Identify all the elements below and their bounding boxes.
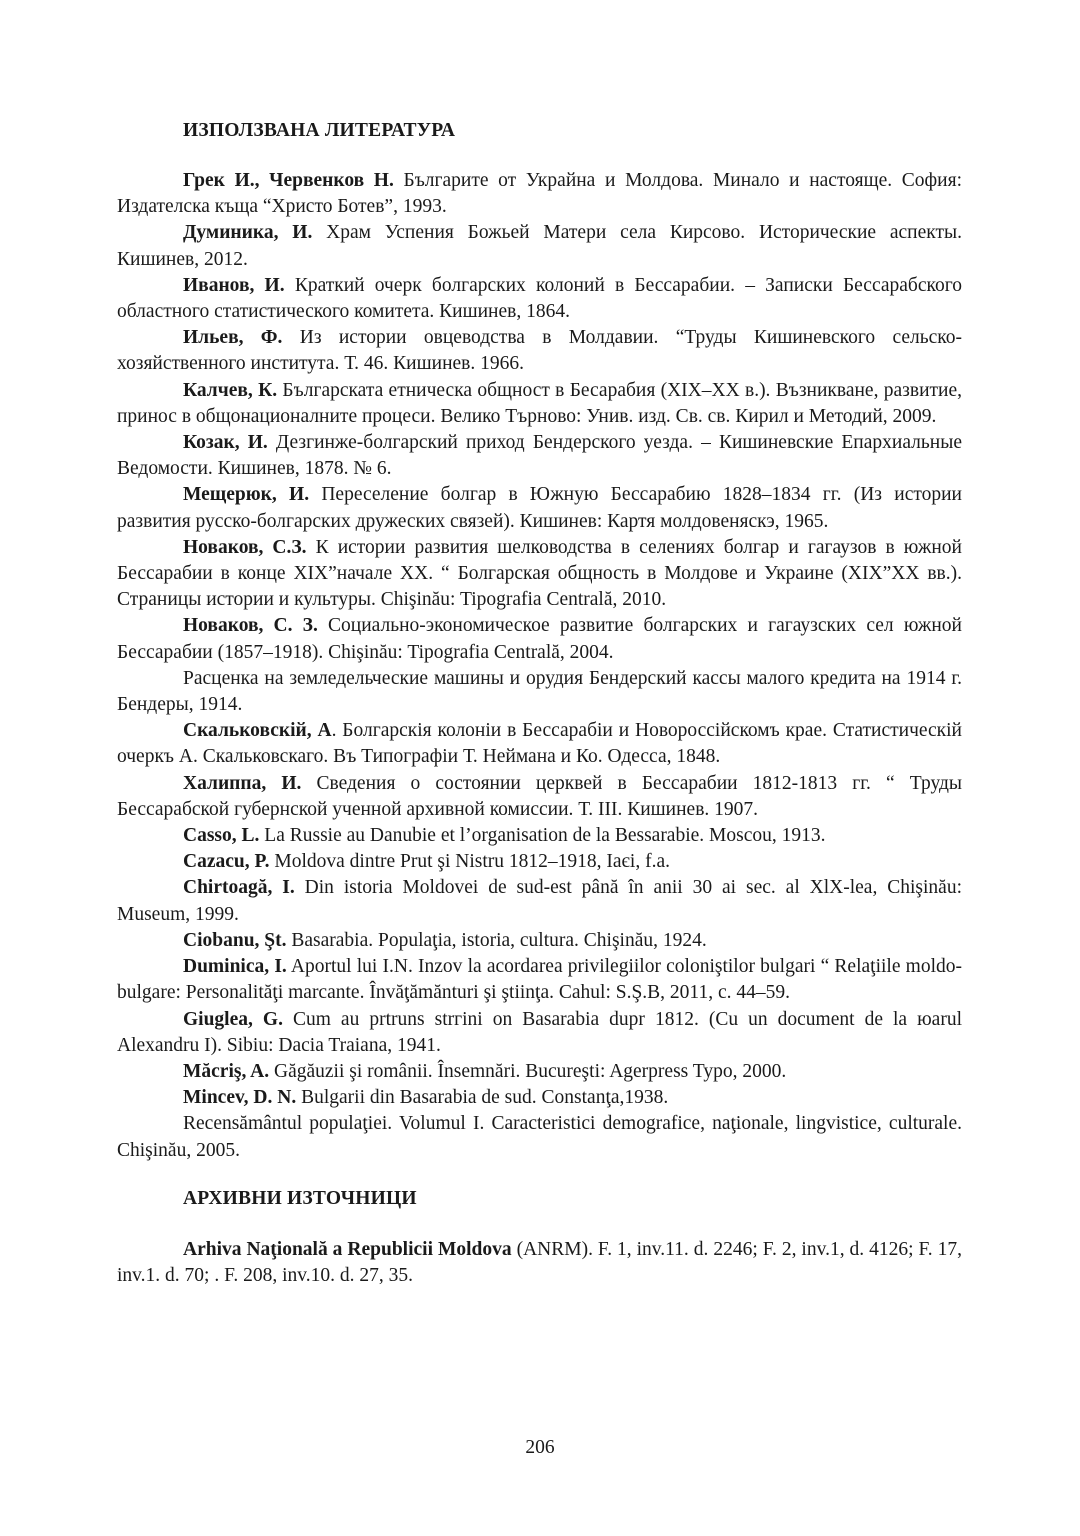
reference-entry	[117, 1059, 962, 1085]
reference-entry	[117, 1007, 962, 1059]
entry-text: Cum au prtruns strгini on Basarabia dupr 1812. (Cu un document de la юarul Alexandru I). Sibiu: Dacia Traiana, 1941.	[117, 1008, 962, 1056]
reference-entry	[117, 875, 962, 927]
reference-entry	[117, 378, 962, 430]
entry-text: Българите от Украйна и Молдова. Минало и настояще. София: Издателска къща “Христо Ботев”, 1993.	[117, 170, 962, 218]
entry-author: Калчев, К.	[183, 379, 278, 401]
entry-text: (ANRM). F. 1, inv.11. d. 2246; F. 2, inv.1, d. 4126; F. 17, inv.1. d. 70; . F. 208, inv.10. d. 27, 35.	[117, 1238, 962, 1286]
entry-author: Măcriş, A.	[183, 1060, 270, 1082]
entry-author: Ciobanu, Şt.	[183, 929, 287, 951]
entry-author: Халиппа, И.	[183, 772, 302, 794]
reference-entry	[117, 849, 962, 875]
entry-text: Переселение болгар в Южную Бессарабию 1828–1834 гг. (Из истории развития русско-болгарских дружеских связей). Кишинев: Картя молдовеняскэ, 1965.	[117, 484, 962, 532]
reference-entry	[117, 168, 962, 220]
reference-entry	[117, 325, 962, 377]
entry-author: Mincev, D. N.	[183, 1087, 297, 1109]
entry-author: Мещерюк, И.	[183, 484, 310, 506]
entry-text: Краткий очерк болгарских колоний в Бессарабии. – Записки Бессарабского областного статистического комитета. Кишинев, 1864.	[117, 274, 962, 323]
entry-text: La Russie au Danubie et l’organisation de la Bessarabie. Moscou, 1913.	[259, 825, 826, 847]
reference-entry	[117, 430, 962, 482]
reference-entry	[117, 1111, 962, 1163]
entry-text: Moldova dintre Prut şi Nistru 1812–1918, Iaєi, f.a.	[269, 851, 670, 873]
entry-text: Храм Успения Божьей Матери села Кирсово. Исторические аспекты. Кишинев, 2012.	[117, 222, 962, 270]
entry-text: Социально-экономическое развитие болгарских и гагаузских сел южной Бессарабии (1857–1918). Chişinău: Tipografia Centrală, 2004.	[117, 615, 962, 663]
entry-author: Ильев, Ф.	[183, 327, 283, 349]
reference-entry	[117, 613, 962, 665]
entry-text: Bulgarii din Basarabia de sud. Constanţa,1938.	[296, 1087, 669, 1109]
entry-text: Сведения о состоянии церквей в Бессарабии 1812-1813 гг. “ Труды Бессарабской губернской ученной архивной комиссии. Т. III. Кишинев. 1907.	[117, 772, 962, 820]
entry-author: Козак, И.	[183, 432, 268, 454]
entry-author: Иванов, И.	[183, 274, 285, 296]
entry-text: Din istoria Moldovei de sud-est până în anii 30 ai sec. al XlX-lea, Chişinău: Museum, 1999.	[117, 877, 962, 925]
entry-author: Новаков, С. З.	[183, 615, 318, 637]
archive-list	[117, 1237, 962, 1289]
reference-entry	[117, 1085, 962, 1111]
reference-entry	[117, 482, 962, 534]
entry-author: Chirtoagă, I.	[183, 877, 295, 899]
entry-author: Giuglea, G.	[183, 1008, 283, 1030]
reference-entry	[117, 954, 962, 1006]
entry-text: Из истории овцеводства в Молдавии. “Труды Кишиневского сельско-хозяйственного института. Т. 46. Кишинев. 1966.	[117, 327, 963, 375]
entry-author: Casso, L.	[183, 825, 260, 847]
entry-text: Дезгинже-болгарский приход Бендерского уезда. – Кишиневские Епархиальные Ведомости. Кишинев, 1878. № 6.	[117, 432, 962, 480]
entry-author: Duminica, I.	[183, 956, 287, 978]
entry-text: Găgăuzii şi românii. Însemnări. Bucureşti: Agerpress Typo, 2000.	[269, 1060, 787, 1082]
entry-text: Расценка на земледельческие машины и орудия Бендерский кассы малого кредита на 1914 г. Бендеры, 1914.	[117, 667, 962, 716]
reference-list	[117, 168, 962, 1164]
literature-heading: ИЗПОЛЗВАНА ЛИТЕРАТУРА	[183, 120, 456, 141]
reference-entry	[117, 823, 962, 849]
entry-text: Recensământul populaţiei. Volumul I. Caracteristici demografice, naţionale, lingvistice, culturale. Chişinău, 2005.	[117, 1113, 962, 1161]
entry-author: Arhiva Naţională a Republicii Moldova	[183, 1238, 512, 1260]
entry-text: К истории развития шелководства в селениях болгар и гагаузов в южной Бессарабии в конце XIX”начале XX. “ Болгарская общность в Молдове и Украине (XIX”XX вв.). Страницы истории и культуры. Chişinău: Tipografia Centrală, 2010.	[117, 536, 962, 611]
reference-entry	[117, 718, 962, 770]
reference-entry	[117, 273, 962, 325]
content-area	[117, 118, 962, 1289]
entry-author: Скальковскій, А	[183, 720, 332, 742]
reference-entry	[117, 535, 962, 614]
entry-author: Cazacu, P.	[183, 851, 270, 873]
reference-entry	[117, 771, 962, 823]
archives-heading: АРХИВНИ ИЗТОЧНИЦИ	[183, 1187, 417, 1209]
entry-text: Aportul lui I.N. Inzov la acordarea privilegiilor coloniştilor bulgari “ Relaţiile moldo-bulgare: Personalităţi marcante. Învăţămănturi şi ştiinţa. Cahul: S.Ş.B, 2011, c. 44–59.	[117, 956, 962, 1004]
archive-entry	[117, 1237, 962, 1289]
entry-author: Новаков, С.З.	[183, 536, 307, 558]
reference-entry	[117, 666, 962, 718]
page-number: 206	[525, 1437, 555, 1458]
entry-text: Българската етническа общност в Бесарабия (XIX–XX в.). Възникване, развитие, принос в общонационалните процеси. Велико Търново: Унив. изд. Св. св. Кирил и Методий, 2009.	[117, 379, 962, 427]
entry-text: . Болгарскія колоніи в Бессарабіи и Новороссійскомъ крае. Статистическій очеркъ А. Скальковскаго. Въ Типографіи Т. Неймана и Ко. Одесса, 1848.	[117, 720, 962, 768]
entry-author: Думиника, И.	[183, 222, 313, 244]
reference-entry	[117, 928, 962, 954]
reference-entry	[117, 220, 962, 272]
entry-text: Basarabia. Populaţia, istoria, cultura. Chişinău, 1924.	[286, 929, 707, 951]
entry-author: Грек И., Червенков Н.	[183, 170, 394, 191]
